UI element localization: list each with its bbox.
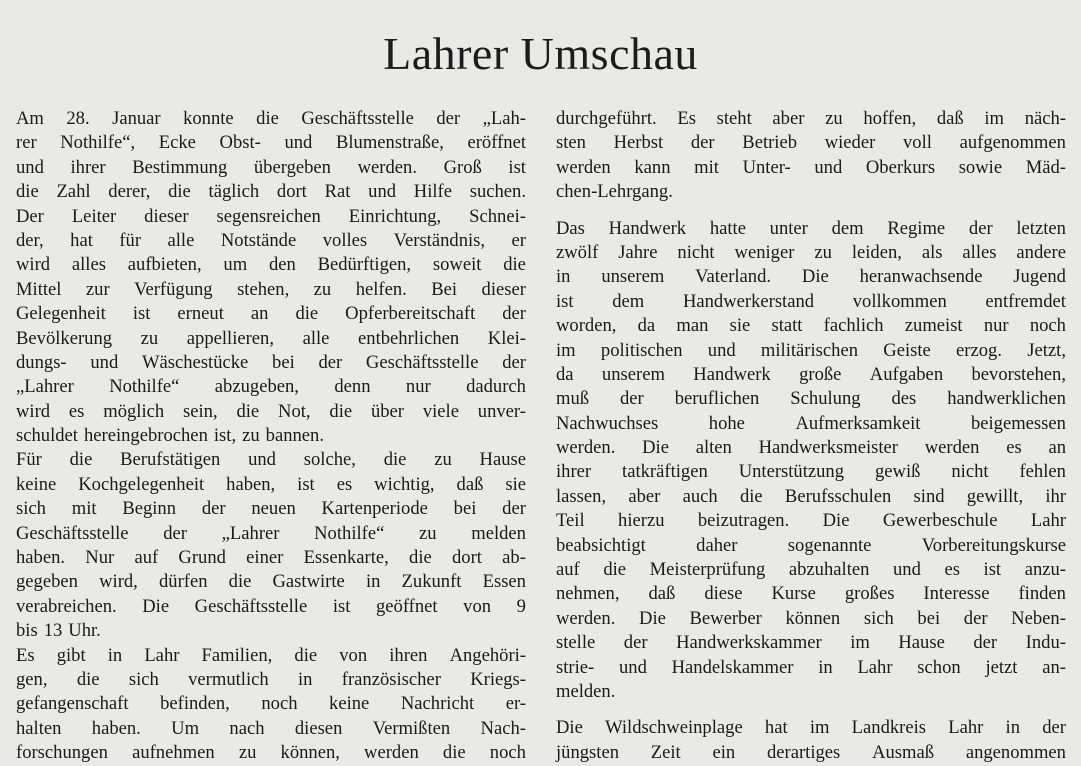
text-line: „Lahrer Nothilfe“ abzugeben, denn nur dadurch [16,376,526,398]
text-line: wird alles aufbieten, um den Bedürftigen, soweit die [16,254,526,276]
text-line: wird es möglich sein, die Not, die über viele unver- [16,400,526,422]
text-line: Für die Berufstätigen und solche, die zu Hause [16,449,526,471]
text-line: durchgeführt. Es steht aber zu hoffen, daß im näch- [556,108,1066,129]
text-line: und ihrer Bestimmung übergeben werden. Groß ist [16,156,526,178]
text-line: strie- und Handelskammer in Lahr schon jetzt an- [556,656,1066,678]
text-line: keine Kochgelegenheit haben, ist es wichtig, daß sie [16,473,526,495]
text-line: ihrer tatkräftigen Unterstützung gewiß nicht fehlen [556,461,1066,483]
text-line: zwölf Jahre nicht weniger zu leiden, als alles andere [556,241,1066,263]
text-line: die Zahl derer, die täglich dort Rat und Hilfe suchen. [16,181,526,203]
text-line: melden. [556,680,616,702]
paragraph-gap [556,205,1066,217]
text-line: auf die Meisterprüfung abzuhalten und es ist anzu- [556,559,1066,581]
text-line: da unserem Handwerk große Aufgaben bevorstehen, [556,363,1066,385]
text-line: Mittel zur Verfügung stehen, zu helfen. Bei dieser [16,278,526,300]
text-line: schuldet hereingebrochen ist, zu bannen. [16,425,324,447]
left-column [16,107,526,766]
text-line: beabsichtigt daher sogenannte Vorbereitungskurse [556,534,1066,556]
text-line: worden, da man sie statt fachlich zumeist nur noch [556,315,1066,337]
paragraph [16,448,526,643]
text-line: werden kann mit Unter- und Oberkurs sowie Mäd- [556,156,1066,178]
text-line: gen, die sich vermutlich in französischer Kriegs- [16,668,526,690]
text-line: Der Leiter dieser segensreichen Einrichtung, Schnei- [16,205,526,227]
paragraph [16,644,526,766]
text-line: stelle der Handwerkskammer im Hause der Indu- [556,632,1066,654]
paragraph [556,217,1066,705]
text-line: muß der beruflichen Schulung des handwerklichen [556,388,1066,410]
text-line: werden. Die alten Handwerksmeister werden es an [556,437,1066,459]
text-line: lassen, aber auch die Berufsschulen sind gewillt, ihr [556,485,1066,507]
text-line: werden. Die Bewerber können sich bei der Neben- [556,607,1066,629]
text-line: rer Nothilfe“, Ecke Obst- und Blumenstraße, eröffnet [16,132,526,154]
text-line: verabreichen. Die Geschäftsstelle ist geöffnet von 9 [16,595,526,617]
text-line: Nachwuchses hohe Aufmerksamkeit beigemessen [556,412,1066,434]
text-line: Gelegenheit ist erneut an die Opferbereitschaft der [16,303,526,325]
text-line: Die Wildschweinplage hat im Landkreis Lahr in der [556,717,1066,739]
paragraph-gap [556,704,1066,716]
text-line: sten Herbst der Betrieb wieder voll aufgenommen [556,132,1066,154]
text-line: in unserem Vaterland. Die heranwachsende Jugend [556,266,1066,288]
text-line: im politischen und militärischen Geiste erzog. Jetzt, [556,339,1066,361]
text-line: der, hat für alle Notstände volles Verständnis, er [16,229,526,251]
article-title: Lahrer Umschau [383,28,698,79]
text-line: gegeben wird, dürfen die Gastwirte in Zukunft Essen [16,571,526,593]
right-column [556,107,1066,765]
text-line: dungs- und Wäschestücke bei der Geschäftsstelle der [16,351,526,373]
paragraph [556,107,1066,205]
text-line: forschungen aufnehmen zu können, werden die noch [16,742,526,764]
text-line: Geschäftsstelle der „Lahrer Nothilfe“ zu melden [16,522,526,544]
text-line: haben. Nur auf Grund einer Essenkarte, die dort ab- [16,547,526,569]
paragraph [556,716,1066,765]
text-line: sich mit Beginn der neuen Kartenperiode bei der [16,498,526,520]
text-line: Am 28. Januar konnte die Geschäftsstelle der „Lah- [16,108,526,129]
text-line: Bevölkerung zu appellieren, alle entbehrlichen Klei- [16,327,526,349]
text-line: gefangenschaft befinden, noch keine Nachricht er- [16,693,526,715]
text-line: Das Handwerk hatte unter dem Regime der letzten [556,217,1066,239]
text-line: Teil hierzu beizutragen. Die Gewerbeschule Lahr [556,510,1066,532]
text-line: Es gibt in Lahr Familien, die von ihren Angehöri- [16,644,526,666]
paragraph [16,107,526,448]
text-line: chen-Lehrgang. [556,181,673,203]
text-line: halten haben. Um nach diesen Vermißten Nach- [16,717,526,739]
text-line: bis 13 Uhr. [16,620,101,642]
text-line: ist dem Handwerkerstand vollkommen entfremdet [556,290,1066,312]
text-line: jüngsten Zeit ein derartiges Ausmaß angenommen [556,741,1066,763]
text-line: nehmen, daß diese Kurse großes Interesse finden [556,583,1066,605]
